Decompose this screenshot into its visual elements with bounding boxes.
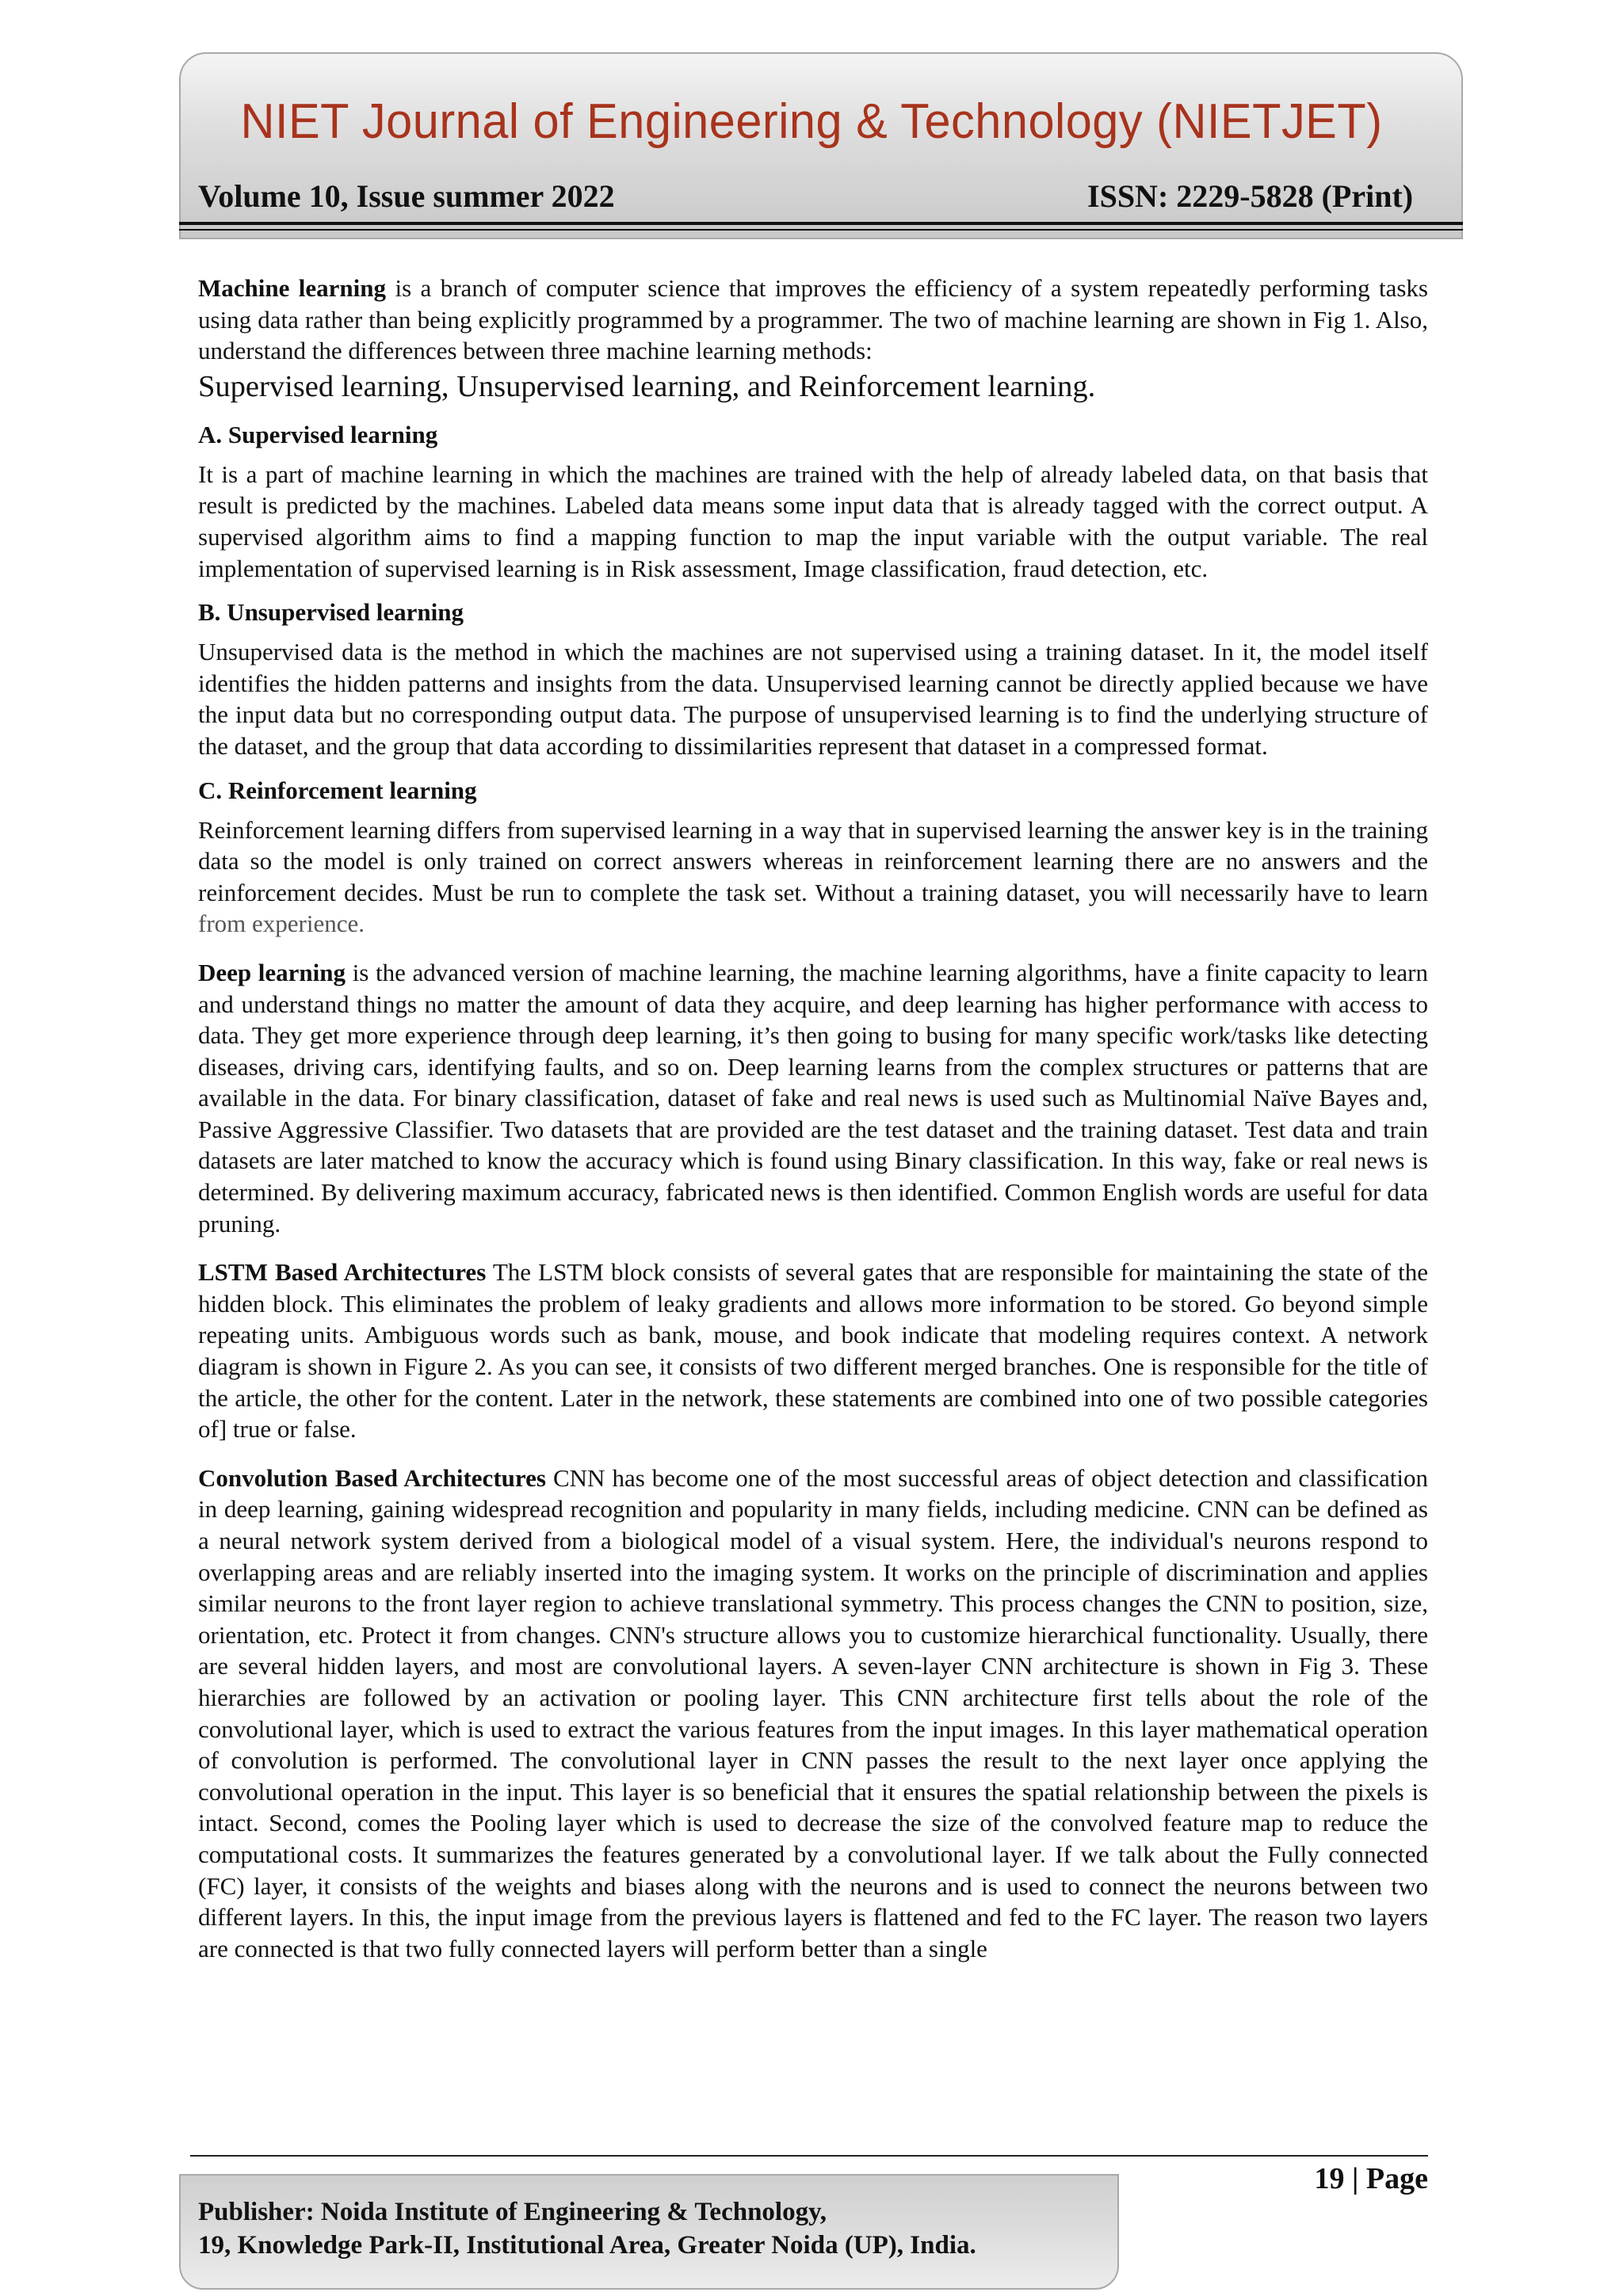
footer-rule bbox=[190, 2155, 1428, 2157]
deep-learning-text: is the advanced version of machine learning, the machine learning algorithms, have a finite capacity to learn and understand things no matter the amount of data they acquire, and deep learning has higher performance with access to data. They get more experience through deep learning, it’s then going to busing for many specific work/tasks like detecting diseases, driving cars, identifying faults, and so on. Deep learning learns from the complex structures or patterns that are available in the data. For binary classification, dataset of fake and real news is used such as Multinomial Naïve Bayes and, Passive Aggressive Classifier. Two datasets that are provided are the test dataset and the training dataset. Test data and train datasets are later matched to know the accuracy which is found using Binary classification. In this way, fake or real news is determined. By delivering maximum accuracy, fabricated news is then identified. Common English words are useful for data pruning. bbox=[198, 958, 1428, 1238]
deep-learning-paragraph bbox=[198, 957, 1428, 1239]
article-body bbox=[198, 273, 1428, 1964]
supervised-paragraph: It is a part of machine learning in which the machines are trained with the help of already labeled data, on that basis that result is predicted by the machines. Labeled data means some input data that is already tagged with the correct output. A supervised algorithm aims to find a mapping function to map the input variable with the output variable. The real implementation of supervised learning is in Risk assessment, Image classification, fraud detection, etc. bbox=[198, 460, 1428, 582]
term-machine-learning: Machine learning bbox=[198, 274, 387, 302]
lstm-paragraph bbox=[198, 1257, 1428, 1445]
term-deep-learning: Deep learning bbox=[198, 958, 346, 986]
volume-issue: Volume 10, Issue summer 2022 bbox=[198, 178, 615, 214]
methods-line: Supervised learning, Unsupervised learning, and Reinforcement learning. bbox=[198, 369, 1096, 403]
unsupervised-paragraph: Unsupervised data is the method in which the machines are not supervised using a training dataset. In it, the model itself identifies the hidden patterns and insights from the data. Unsupervised learning cannot be directly applied because we have the input data but no corresponding output data. The purpose of unsupervised learning is to find the underlying structure of the dataset, and the group that data according to dissimilarities represent that dataset in a compressed format. bbox=[198, 638, 1428, 760]
issn: ISSN: 2229-5828 (Print) bbox=[1087, 178, 1414, 214]
journal-title: NIET Journal of Engineering & Technology (NIETJET) bbox=[240, 94, 1383, 149]
publisher-line-2: 19, Knowledge Park-II, Institutional Area, Greater Noida (UP), India. bbox=[198, 2231, 976, 2260]
cnn-paragraph bbox=[198, 1463, 1428, 1965]
term-cnn: Convolution Based Architectures bbox=[198, 1463, 546, 1492]
heading-unsupervised: B. Unsupervised learning bbox=[198, 598, 464, 627]
page-number: 19 | Page bbox=[1314, 2162, 1428, 2195]
term-lstm: LSTM Based Architectures bbox=[198, 1258, 487, 1287]
reinforcement-text: Reinforcement learning differs from supervised learning in a way that in supervised learning the answer key is in the training data so the model is only trained on correct answers whereas in reinforcement learning there are no answers and the reinforcement decides. Must be run to complete the task set. Without a training dataset, you will necessarily have to learn bbox=[198, 815, 1428, 906]
intro-text: is a branch of computer science that improves the efficiency of a system repeatedly performing tasks using data rather than being explicitly programmed by a programmer. The two of machine learning are shown in Fig 1. Also, understand the differences between three machine learning methods: bbox=[198, 274, 1428, 365]
heading-supervised: A. Supervised learning bbox=[198, 420, 438, 448]
intro-paragraph bbox=[198, 273, 1428, 367]
cnn-text: CNN has become one of the most successful areas of object detection and classification in deep learning, gaining widespread recognition and popularity in many fields, including medicine. CNN can be defined as a neural network system derived from a biological model of a visual system. Here, the individual's neurons respond to overlapping areas and are reliably inserted into the imaging system. It works on the principle of discrimination and applies similar neurons to the front layer region to achieve translational symmetry. This process changes the CNN to position, size, orientation, etc. Protect it from changes. CNN's structure allows you to customize hierarchical functionality. Usually, there are several hidden layers, and most are convolutional layers. A seven-layer CNN architecture is shown in Fig 3. These hierarchies are followed by an activation or pooling layer. This CNN architecture first tells about the role of the convolutional layer, which is used to extract the various features from the input images. In this layer mathematical operation of convolution is performed. The convolutional layer in CNN passes the result to the next layer once applying the convolutional operation in the input. This layer is so beneficial that it ensures the spatial relationship between the pixels is intact. Second, comes the Pooling layer which is used to decrease the size of the convolved feature map to reduce the computational costs. It summarizes the features generated by a convolutional layer. If we talk about the Fully connected (FC) layer, it consists of the weights and biases along with the neurons and is used to connect the neurons between two different layers. In this, the input image from the previous layers is flattened and fed to the FC layer. The reason two layers are connected is that two fully connected layers will perform better than a single bbox=[198, 1463, 1428, 1962]
lstm-text: The LSTM block consists of several gates that are responsible for maintaining the state of the hidden block. This eliminates the problem of leaky gradients and allows more information to be stored. Go beyond simple repeating units. Ambiguous words such as bank, mouse, and book indicate that modeling requires context. A network diagram is shown in Figure 2. As you can see, it consists of two different merged branches. One is responsible for the title of the article, the other for the content. Later in the network, these statements are combined into one of two possible categories of] true or false. bbox=[198, 1258, 1428, 1444]
header-rule-thick bbox=[179, 222, 1463, 225]
publisher-line-1: Publisher: Noida Institute of Engineering & Technology, bbox=[198, 2198, 827, 2226]
volume-line bbox=[198, 177, 1449, 222]
reinforcement-text-tail: from experience. bbox=[198, 910, 365, 938]
header-rule-thin bbox=[179, 229, 1463, 231]
heading-reinforcement: C. Reinforcement learning bbox=[198, 776, 477, 804]
reinforcement-paragraph bbox=[198, 814, 1428, 940]
